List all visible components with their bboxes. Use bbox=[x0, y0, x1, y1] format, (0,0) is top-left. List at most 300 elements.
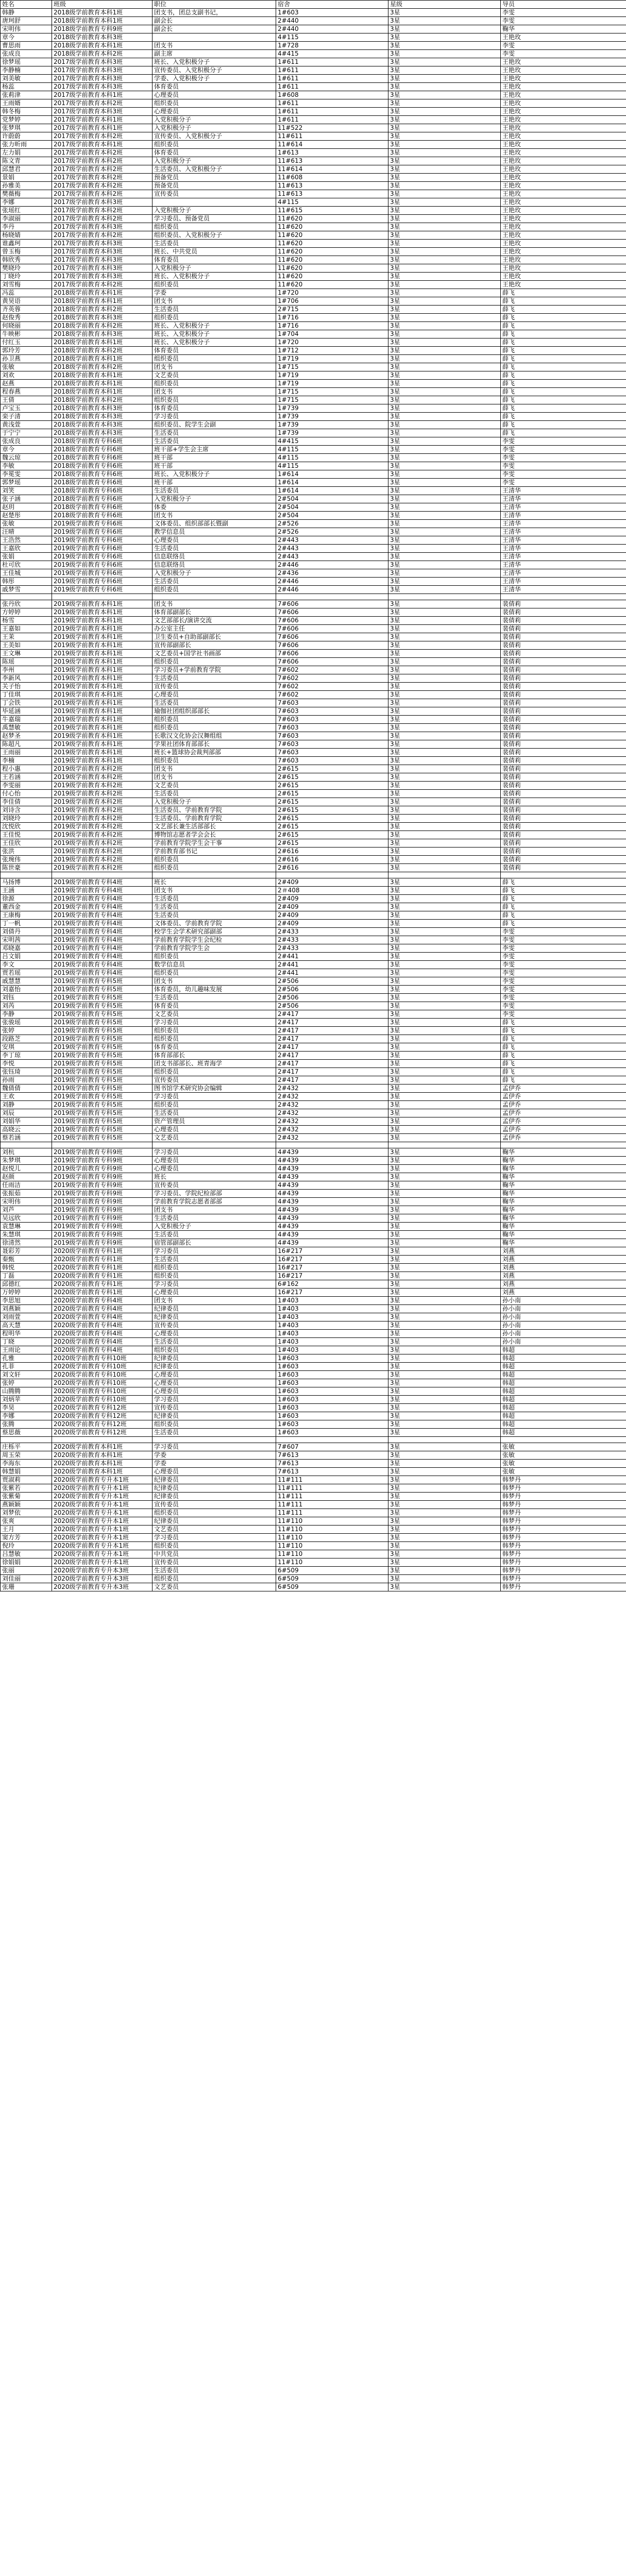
position-cell: 纪律委员 bbox=[153, 1517, 276, 1526]
table-row bbox=[1, 413, 626, 421]
star-cell: 3星 bbox=[388, 1476, 501, 1484]
star-cell: 3星 bbox=[388, 33, 501, 42]
table-row bbox=[1, 396, 626, 404]
counselor-cell: 孙小南 bbox=[501, 1321, 626, 1330]
star-cell: 3星 bbox=[388, 1126, 501, 1134]
dorm-cell: 1#403 bbox=[276, 1338, 388, 1346]
position-cell: 纪律委员 bbox=[153, 1484, 276, 1493]
counselor-cell: 孙小南 bbox=[501, 1313, 626, 1321]
star-cell: 3星 bbox=[388, 740, 501, 749]
counselor-cell: 韩超 bbox=[501, 1379, 626, 1387]
name-cell: 王涵 bbox=[1, 887, 52, 895]
name-cell bbox=[1, 594, 52, 600]
counselor-cell: 薛飞 bbox=[501, 355, 626, 363]
counselor-cell: 王艳玫 bbox=[501, 132, 626, 141]
dorm-cell: 2#615 bbox=[276, 782, 388, 790]
counselor-cell: 李雯 bbox=[501, 470, 626, 479]
counselor-cell: 韩梦丹 bbox=[501, 1542, 626, 1550]
position-cell: 体育委员，幼儿趣味发展 bbox=[153, 986, 276, 994]
table-row bbox=[1, 190, 626, 198]
dorm-cell: 11#620 bbox=[276, 264, 388, 273]
dorm-cell: 7#613 bbox=[276, 1460, 388, 1468]
counselor-cell: 薛飞 bbox=[501, 388, 626, 396]
counselor-cell bbox=[501, 594, 626, 600]
counselor-cell: 孟伊乔 bbox=[501, 1084, 626, 1093]
name-cell: 王雨丽 bbox=[1, 749, 52, 757]
star-cell: 3星 bbox=[388, 765, 501, 773]
counselor-cell: 韩梦丹 bbox=[501, 1509, 626, 1517]
name-cell: 王月 bbox=[1, 1526, 52, 1534]
class-cell: 2020级学前教育专升本1班 bbox=[52, 1509, 153, 1517]
name-cell: 王茉 bbox=[1, 633, 52, 641]
name-cell: 李思旭 bbox=[1, 1297, 52, 1305]
name-cell: 赵玥 bbox=[1, 503, 52, 512]
table-row bbox=[1, 1451, 626, 1460]
table-row bbox=[1, 1223, 626, 1231]
counselor-cell: 孙小南 bbox=[501, 1338, 626, 1346]
star-cell: 3星 bbox=[388, 1109, 501, 1117]
table-row bbox=[1, 633, 626, 641]
table-row bbox=[1, 1396, 626, 1404]
table-row bbox=[1, 553, 626, 561]
name-cell: 韩欣秀 bbox=[1, 256, 52, 264]
dorm-cell: 4#439 bbox=[276, 1157, 388, 1165]
class-cell: 2019级学前教育专科4班 bbox=[52, 936, 153, 944]
position-cell: 组织委员 bbox=[153, 856, 276, 864]
name-cell: 李娜 bbox=[1, 198, 52, 207]
class-cell: 2019级学前教育专科6班 bbox=[52, 520, 153, 528]
table-row bbox=[1, 330, 626, 338]
dorm-cell: 11#614 bbox=[276, 141, 388, 149]
position-cell: 教学信息员 bbox=[153, 528, 276, 536]
star-cell: 3星 bbox=[388, 116, 501, 124]
counselor-cell: 薛飞 bbox=[501, 1052, 626, 1060]
counselor-cell: 裴倩莉 bbox=[501, 740, 626, 749]
name-cell: 于宁宁 bbox=[1, 429, 52, 437]
table-row bbox=[1, 1117, 626, 1126]
star-cell: 3星 bbox=[388, 1396, 501, 1404]
name-cell: 禹慧敏 bbox=[1, 724, 52, 732]
class-cell: 2018级学前教育本科3班 bbox=[52, 330, 153, 338]
counselor-cell: 裴倩莉 bbox=[501, 806, 626, 815]
star-cell: 3星 bbox=[388, 732, 501, 740]
dorm-cell: 2#615 bbox=[276, 790, 388, 798]
class-cell: 2020级学前教育专科1班 bbox=[52, 1280, 153, 1289]
table-row bbox=[1, 1101, 626, 1109]
dorm-cell: 11#522 bbox=[276, 124, 388, 132]
class-cell: 2020级学前教育本科1班 bbox=[52, 1451, 153, 1460]
counselor-cell: 孙小南 bbox=[501, 1330, 626, 1338]
position-cell: 组织委员、入党积极分子 bbox=[153, 231, 276, 240]
table-row bbox=[1, 355, 626, 363]
class-cell: 2020级学前教育专升本1班 bbox=[52, 1484, 153, 1493]
name-cell: 刘芦 bbox=[1, 1206, 52, 1214]
star-cell: 3星 bbox=[388, 1060, 501, 1068]
table-row bbox=[1, 149, 626, 157]
star-cell: 3星 bbox=[388, 503, 501, 512]
position-cell: 心理委员 bbox=[153, 1165, 276, 1173]
class-cell: 2019级学前教育本科1班 bbox=[52, 650, 153, 658]
table-row bbox=[1, 977, 626, 986]
table-row bbox=[1, 223, 626, 231]
name-cell: 刘晓玲 bbox=[1, 815, 52, 823]
star-cell: 3星 bbox=[388, 83, 501, 91]
dorm-cell: 1#719 bbox=[276, 380, 388, 388]
position-cell: 团支书 bbox=[153, 765, 276, 773]
dorm-cell: 1#614 bbox=[276, 479, 388, 487]
star-cell: 3星 bbox=[388, 674, 501, 683]
table-row bbox=[1, 790, 626, 798]
counselor-cell: 王艳玫 bbox=[501, 165, 626, 174]
class-cell: 2019级学前教育本科2班 bbox=[52, 798, 153, 806]
class-cell: 2018级学前教育专科9班 bbox=[52, 25, 153, 33]
dorm-cell: 2#432 bbox=[276, 1093, 388, 1101]
name-cell: 郭梦瑶 bbox=[1, 479, 52, 487]
star-cell: 3星 bbox=[388, 240, 501, 248]
star-cell: 3星 bbox=[388, 42, 501, 50]
position-cell: 学习委员 bbox=[153, 1534, 276, 1542]
counselor-cell: 李雯 bbox=[501, 454, 626, 462]
class-cell: 2019级学前教育本科1班 bbox=[52, 707, 153, 716]
dorm-cell: 1#603 bbox=[276, 1429, 388, 1437]
star-cell: 3星 bbox=[388, 314, 501, 322]
dorm-cell: 1#611 bbox=[276, 108, 388, 116]
counselor-cell: 裴倩莉 bbox=[501, 641, 626, 650]
dorm-cell: 1#603 bbox=[276, 1404, 388, 1412]
class-cell: 2019级学前教育本科2班 bbox=[52, 839, 153, 848]
dorm-cell: 11#614 bbox=[276, 165, 388, 174]
counselor-cell: 张敏 bbox=[501, 1451, 626, 1460]
table-row bbox=[1, 1534, 626, 1542]
table-row bbox=[1, 1068, 626, 1076]
position-cell: 组织委员 bbox=[153, 953, 276, 961]
name-cell: 王浩然 bbox=[1, 536, 52, 545]
name-cell: 张紫菊 bbox=[1, 1493, 52, 1501]
star-cell: 3星 bbox=[388, 553, 501, 561]
name-cell: 关子怡 bbox=[1, 683, 52, 691]
star-cell: 3星 bbox=[388, 198, 501, 207]
class-cell: 2020级学前教育专升本3班 bbox=[52, 1575, 153, 1583]
star-cell: 3星 bbox=[388, 99, 501, 108]
position-cell: 团支书 bbox=[153, 977, 276, 986]
counselor-cell: 王清华 bbox=[501, 545, 626, 553]
star-cell: 3星 bbox=[388, 17, 501, 25]
name-cell: 牛映彬 bbox=[1, 330, 52, 338]
table-row bbox=[1, 1443, 626, 1451]
name-cell: 刘燕颖 bbox=[1, 1305, 52, 1313]
position-cell: 生活委员 bbox=[153, 1256, 276, 1264]
star-cell: 3星 bbox=[388, 520, 501, 528]
dorm-cell: 2#417 bbox=[276, 1076, 388, 1084]
star-cell: 3星 bbox=[388, 633, 501, 641]
table-row bbox=[1, 404, 626, 413]
counselor-cell: 韩梦丹 bbox=[501, 1517, 626, 1526]
dorm-cell: 1#603 bbox=[276, 9, 388, 17]
class-cell: 2017级学前教育本科3班 bbox=[52, 83, 153, 91]
position-cell: 心理委员 bbox=[153, 1157, 276, 1165]
dorm-cell: 11#608 bbox=[276, 174, 388, 182]
star-cell: 3星 bbox=[388, 1076, 501, 1084]
class-cell: 2020级学前教育专升本1班 bbox=[52, 1542, 153, 1550]
star-cell: 3星 bbox=[388, 617, 501, 625]
star-cell: 3星 bbox=[388, 322, 501, 330]
dorm-cell: 2#446 bbox=[276, 586, 388, 594]
class-cell: 2018级学前教育本科3班 bbox=[52, 404, 153, 413]
name-cell: 韩静 bbox=[1, 9, 52, 17]
counselor-cell: 王艳玫 bbox=[501, 141, 626, 149]
star-cell: 3星 bbox=[388, 1117, 501, 1126]
name-cell: 王康梅 bbox=[1, 911, 52, 920]
counselor-cell: 韩梦丹 bbox=[501, 1526, 626, 1534]
position-cell: 生活委员 bbox=[153, 1429, 276, 1437]
counselor-cell: 裴倩莉 bbox=[501, 773, 626, 782]
class-cell: 2019级学前教育本科2班 bbox=[52, 823, 153, 831]
class-cell: 2018级学前教育本科2班 bbox=[52, 50, 153, 58]
star-cell: 3星 bbox=[388, 1157, 501, 1165]
class-cell: 2019级学前教育本科2班 bbox=[52, 806, 153, 815]
class-cell: 2018级学前教育本科1班 bbox=[52, 371, 153, 380]
dorm-cell: 11#111 bbox=[276, 1476, 388, 1484]
name-cell: 孙卫燕 bbox=[1, 355, 52, 363]
name-cell: 张骏瑶 bbox=[1, 1019, 52, 1027]
counselor-cell: 孙小南 bbox=[501, 1297, 626, 1305]
star-cell: 3星 bbox=[388, 306, 501, 314]
position-cell bbox=[153, 1437, 276, 1443]
star-cell: 3星 bbox=[388, 58, 501, 66]
table-row bbox=[1, 561, 626, 569]
dorm-cell: 2#417 bbox=[276, 1060, 388, 1068]
name-cell: 马扬博 bbox=[1, 878, 52, 887]
table-row bbox=[1, 716, 626, 724]
class-cell: 2019级学前教育专科5班 bbox=[52, 1068, 153, 1076]
star-cell: 3星 bbox=[388, 380, 501, 388]
table-row bbox=[1, 683, 626, 691]
table-row bbox=[1, 9, 626, 17]
table-row bbox=[1, 1346, 626, 1354]
dorm-cell: 1#603 bbox=[276, 1420, 388, 1429]
class-cell: 2019级学前教育本科1班 bbox=[52, 740, 153, 749]
table-row bbox=[1, 1134, 626, 1142]
dorm-cell: 4#439 bbox=[276, 1239, 388, 1247]
counselor-cell: 王艳玫 bbox=[501, 231, 626, 240]
table-row bbox=[1, 1575, 626, 1583]
name-cell: 蔡若涵 bbox=[1, 1134, 52, 1142]
counselor-cell: 王艳玫 bbox=[501, 58, 626, 66]
position-cell: 宣传委员 bbox=[153, 1181, 276, 1190]
counselor-cell: 王清华 bbox=[501, 487, 626, 495]
name-cell: 张瑶红 bbox=[1, 207, 52, 215]
dorm-cell: 7#606 bbox=[276, 600, 388, 608]
name-cell: 董西金 bbox=[1, 903, 52, 911]
table-row bbox=[1, 1148, 626, 1157]
star-cell bbox=[388, 1142, 501, 1148]
counselor-cell: 裴倩莉 bbox=[501, 625, 626, 633]
star-cell: 3星 bbox=[388, 1239, 501, 1247]
counselor-cell: 孟伊乔 bbox=[501, 1109, 626, 1117]
name-cell: 栾子清 bbox=[1, 413, 52, 421]
counselor-cell: 李雯 bbox=[501, 9, 626, 17]
class-cell: 2018级学前教育本科2班 bbox=[52, 306, 153, 314]
table-row bbox=[1, 1035, 626, 1043]
counselor-cell: 薛飞 bbox=[501, 1043, 626, 1052]
dorm-cell: 11#110 bbox=[276, 1558, 388, 1567]
star-cell: 3星 bbox=[388, 1010, 501, 1019]
name-cell: 赵俊秀 bbox=[1, 314, 52, 322]
counselor-cell: 韩超 bbox=[501, 1412, 626, 1420]
counselor-cell: 刘燕 bbox=[501, 1289, 626, 1297]
class-cell bbox=[52, 872, 153, 878]
position-cell: 心理委员 bbox=[153, 108, 276, 116]
position-cell: 资产管理员 bbox=[153, 1117, 276, 1126]
name-cell: 刘文轩 bbox=[1, 1371, 52, 1379]
name-cell: 韩彤 bbox=[1, 578, 52, 586]
class-cell: 2019级学前教育专科4班 bbox=[52, 969, 153, 977]
star-cell: 3星 bbox=[388, 716, 501, 724]
star-cell: 3星 bbox=[388, 1068, 501, 1076]
counselor-cell: 鞠华 bbox=[501, 1173, 626, 1181]
dorm-cell: 7#602 bbox=[276, 691, 388, 699]
star-cell bbox=[388, 594, 501, 600]
dorm-cell: 7#603 bbox=[276, 724, 388, 732]
position-cell: 学委 bbox=[153, 1451, 276, 1460]
name-cell: 赵楚彤 bbox=[1, 512, 52, 520]
table-row bbox=[1, 1583, 626, 1591]
star-cell: 3星 bbox=[388, 1517, 501, 1526]
position-cell: 生活委员 bbox=[153, 790, 276, 798]
star-cell: 3星 bbox=[388, 691, 501, 699]
counselor-cell: 鞠华 bbox=[501, 1239, 626, 1247]
counselor-cell: 李雯 bbox=[501, 462, 626, 470]
dorm-cell: 2#616 bbox=[276, 848, 388, 856]
name-cell: 张爽 bbox=[1, 1517, 52, 1526]
position-cell: 心理委员 bbox=[153, 1289, 276, 1297]
name-cell: 贾淑莉 bbox=[1, 1476, 52, 1484]
table-row bbox=[1, 347, 626, 355]
name-cell: 丁晓 bbox=[1, 1338, 52, 1346]
name-cell: 李悦 bbox=[1, 1060, 52, 1068]
star-cell: 3星 bbox=[388, 1280, 501, 1289]
dorm-cell: 7#603 bbox=[276, 740, 388, 749]
position-cell: 生活委员 bbox=[153, 1214, 276, 1223]
position-cell: 班长、入党积极分子 bbox=[153, 322, 276, 330]
spacer-row bbox=[1, 594, 626, 600]
name-cell: 吕文娟 bbox=[1, 953, 52, 961]
class-cell: 2017级学前教育本科3班 bbox=[52, 264, 153, 273]
star-cell: 3星 bbox=[388, 1583, 501, 1591]
position-cell: 组织委员 bbox=[153, 1101, 276, 1109]
position-cell bbox=[153, 872, 276, 878]
table-row bbox=[1, 1002, 626, 1010]
star-cell: 3星 bbox=[388, 815, 501, 823]
position-cell: 学前教育学院学生会纪检 bbox=[153, 936, 276, 944]
counselor-cell: 王艳玫 bbox=[501, 182, 626, 190]
name-cell: 樊晓玲 bbox=[1, 264, 52, 273]
table-row bbox=[1, 91, 626, 99]
counselor-cell: 王艳玫 bbox=[501, 116, 626, 124]
table-row bbox=[1, 1010, 626, 1019]
star-cell: 3星 bbox=[388, 1206, 501, 1214]
counselor-cell: 裴倩莉 bbox=[501, 757, 626, 765]
counselor-cell: 王艳玫 bbox=[501, 264, 626, 273]
position-cell: 体育委员 bbox=[153, 347, 276, 355]
class-cell: 2017级学前教育本科2班 bbox=[52, 99, 153, 108]
name-cell: 万婷婷 bbox=[1, 1289, 52, 1297]
class-cell: 2020级学前教育专科4班 bbox=[52, 1321, 153, 1330]
table-row bbox=[1, 545, 626, 553]
table-row bbox=[1, 732, 626, 740]
dorm-cell: 1#608 bbox=[276, 91, 388, 99]
counselor-cell: 王清华 bbox=[501, 528, 626, 536]
class-cell: 2019级学前教育专科6班 bbox=[52, 553, 153, 561]
class-cell: 2018级学前教育本科1班 bbox=[52, 338, 153, 347]
counselor-cell: 王艳玫 bbox=[501, 66, 626, 75]
class-cell: 2018级学前教育本科1班 bbox=[52, 9, 153, 17]
header-dorm: 宿舍 bbox=[276, 1, 388, 9]
position-cell: 心理委员 bbox=[153, 1379, 276, 1387]
star-cell: 3星 bbox=[388, 856, 501, 864]
dorm-cell: 11#110 bbox=[276, 1517, 388, 1526]
star-cell: 3星 bbox=[388, 1420, 501, 1429]
table-row bbox=[1, 429, 626, 437]
name-cell: 王嘉如 bbox=[1, 625, 52, 633]
star-cell: 3星 bbox=[388, 231, 501, 240]
counselor-cell: 韩梦丹 bbox=[501, 1583, 626, 1591]
class-cell: 2019级学前教育本科1班 bbox=[52, 666, 153, 674]
table-row bbox=[1, 1264, 626, 1272]
position-cell: 生活委员 bbox=[153, 699, 276, 707]
dorm-cell: 2#504 bbox=[276, 495, 388, 503]
position-cell: 生活委员 bbox=[153, 578, 276, 586]
star-cell: 3星 bbox=[388, 182, 501, 190]
class-cell bbox=[52, 594, 153, 600]
dorm-cell: 4#115 bbox=[276, 33, 388, 42]
class-cell: 2020级学前教育专科4班 bbox=[52, 1346, 153, 1354]
dorm-cell: 2#409 bbox=[276, 895, 388, 903]
dorm-cell: 1#715 bbox=[276, 388, 388, 396]
counselor-cell: 鞠华 bbox=[501, 1190, 626, 1198]
class-cell: 2017级学前教育本科2班 bbox=[52, 281, 153, 289]
table-row bbox=[1, 1247, 626, 1256]
name-cell: 张振茹 bbox=[1, 1190, 52, 1198]
counselor-cell: 裴倩莉 bbox=[501, 749, 626, 757]
class-cell: 2019级学前教育专科4班 bbox=[52, 878, 153, 887]
name-cell: 黄昊语 bbox=[1, 297, 52, 306]
star-cell: 3星 bbox=[388, 839, 501, 848]
dorm-cell: 11#620 bbox=[276, 273, 388, 281]
position-cell: 组织委员 bbox=[153, 396, 276, 404]
class-cell: 2018级学前教育本科1班 bbox=[52, 380, 153, 388]
position-cell: 生活委员 bbox=[153, 429, 276, 437]
name-cell: 张钰琦 bbox=[1, 1068, 52, 1076]
dorm-cell: 11#613 bbox=[276, 190, 388, 198]
class-cell: 2018级学前教育本科2班 bbox=[52, 363, 153, 371]
class-cell: 2020级学前教育本科1班 bbox=[52, 1460, 153, 1468]
class-cell: 2019级学前教育本科1班 bbox=[52, 674, 153, 683]
class-cell: 2020级学前教育专科10班 bbox=[52, 1371, 153, 1379]
table-row bbox=[1, 1460, 626, 1468]
dorm-cell bbox=[276, 872, 388, 878]
class-cell: 2018级学前教育专科6班 bbox=[52, 470, 153, 479]
position-cell: 班长、入党积极分子 bbox=[153, 330, 276, 338]
class-cell: 2018级学前教育本科3班 bbox=[52, 421, 153, 429]
name-cell: 魏倩倩 bbox=[1, 1084, 52, 1093]
table-row bbox=[1, 1060, 626, 1068]
class-cell: 2019级学前教育本科2班 bbox=[52, 864, 153, 872]
dorm-cell: 1#603 bbox=[276, 1396, 388, 1404]
table-row bbox=[1, 297, 626, 306]
name-cell: 韩悦 bbox=[1, 1264, 52, 1272]
table-row bbox=[1, 1321, 626, 1330]
